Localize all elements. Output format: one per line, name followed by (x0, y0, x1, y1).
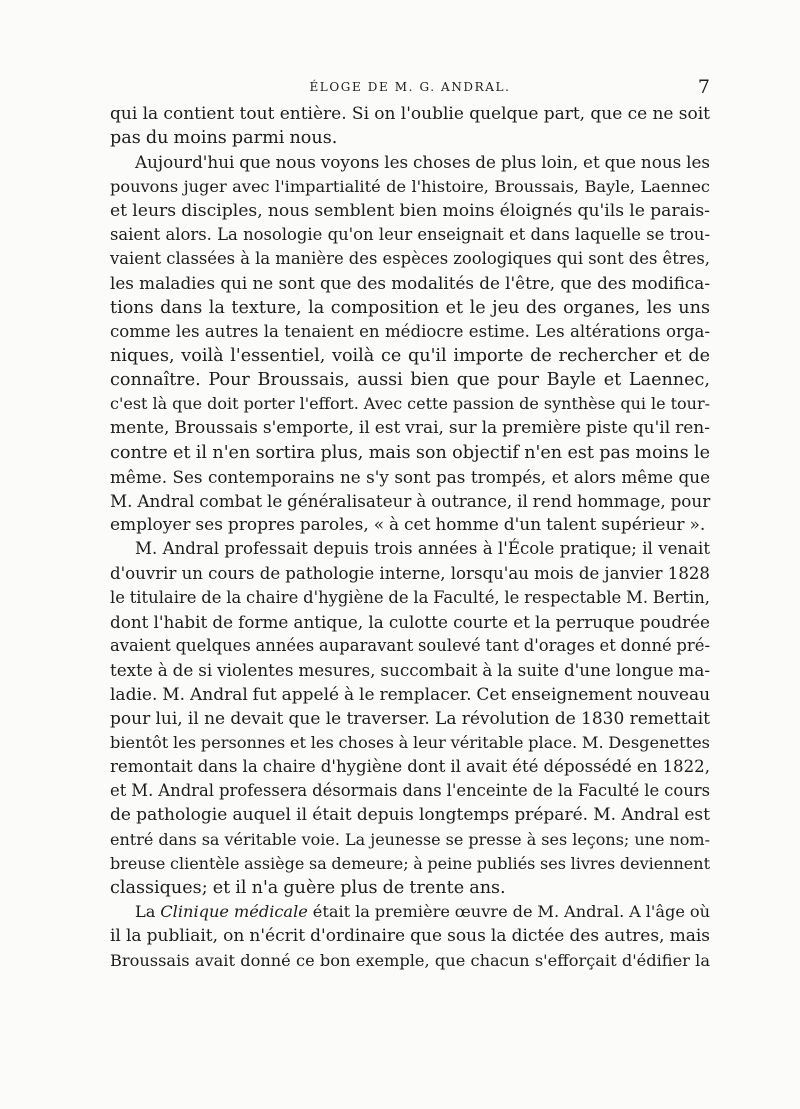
running-title: ÉLOGE DE M. G. ANDRAL. (309, 80, 511, 94)
text-line: même. Ses contemporains ne s'y sont pas trompés, et alors même que (110, 466, 710, 487)
text-line: bientôt les personnes et les choses à leur véritable place. M. Desgenettes (110, 732, 710, 752)
text-line: les maladies qui ne sont que des modalités de l'être, que des modifica- (110, 273, 710, 294)
text-line: contre et il n'en sortira plus, mais son objectif n'en est pas moins le (110, 442, 710, 463)
book-title: Clinique médicale (160, 902, 308, 922)
text-line: entré dans sa véritable voie. La jeunesse se presse à ses leçons; une nom- (110, 829, 710, 849)
text-line: Aujourd'hui que nous voyons les choses de plus loin, et que nous les (135, 152, 710, 173)
text-line: ladie. M. Andral fut appelé à le remplacer. Cet enseignement nouveau (110, 684, 711, 705)
text-line: pas du moins parmi nous. (110, 128, 338, 149)
text-line: tions dans la texture, la composition et le jeu des organes, les uns (110, 297, 710, 318)
text-line: comme les autres la tenaient en médiocre estime. Les altérations orga- (110, 321, 710, 341)
text-line: c'est là que doit porter l'effort. Avec cette passion de synthèse qui le tour- (110, 394, 710, 414)
text-line: breuse clientèle assiège sa demeure; à peine publiés ses livres deviennent (110, 853, 710, 873)
text-line: connaître. Pour Broussais, aussi bien que pour Bayle et Laennec, (110, 370, 710, 391)
text-line: et M. Andral professera désormais dans l'enceinte de la Faculté le cours (110, 781, 710, 801)
text-line: le titulaire de la chaire d'hygiène de la Faculté, le respectable M. Bertin, (110, 587, 710, 607)
text-segment: La (135, 902, 161, 922)
text-line: pour lui, il ne devait que le traverser. La révolution de 1830 remettait (110, 708, 710, 729)
text-line: mente, Broussais s'emporte, il est vrai, sur la première piste qu'il ren- (110, 418, 710, 439)
text-line: de pathologie auquel il était depuis longtemps préparé. M. Andral est (110, 805, 710, 826)
text-line: d'ouvrir un cours de pathologie interne, lorsqu'au mois de janvier 1828 (110, 563, 710, 583)
text-line: Broussais avait donné ce bon exemple, que chacun s'efforçait d'édifier la (110, 950, 710, 970)
text-line: employer ses propres paroles, « à cet homme d'un talent supérieur ». (110, 515, 706, 536)
text-line: avaient quelques années auparavant soulevé tant d'orages et donné pré- (110, 636, 710, 656)
text-line: classiques; et il n'a guère plus de trente ans. (110, 878, 506, 898)
text-line: il la publiait, on n'écrit d'ordinaire que sous la dictée des autres, mais (110, 926, 710, 947)
text-segment: était la première œuvre de M. Andral. A l'âge où (307, 902, 710, 922)
text-line: remontait dans la chaire d'hygiène dont il avait été dépossédé en 1822, (110, 757, 710, 777)
page-number: 7 (697, 76, 710, 98)
text-line: qui la contient tout entière. Si on l'oublie quelque part, que ce ne soit (110, 104, 710, 124)
running-head (110, 76, 710, 96)
text-line: et leurs disciples, nous semblent bien moins éloignés qu'ils le parais- (110, 200, 710, 221)
text-line: M. Andral combat le généralisateur à outrance, il rend hommage, pour (110, 491, 711, 511)
text-line: dont l'habit de forme antique, la culotte courte et la perruque poudrée (110, 611, 710, 632)
text-line (110, 900, 710, 924)
text-line: saient alors. La nosologie qu'on leur enseignait et dans laquelle se trou- (110, 224, 710, 244)
text-line: niques, voilà l'essentiel, voilà ce qu'il importe de rechercher et de (110, 345, 710, 366)
text-line: vaient classées à la manière des espèces zoologiques qui sont des êtres, (110, 249, 710, 269)
text-line: texte à de si violentes mesures, succombait à la suite d'une longue ma- (110, 660, 710, 681)
text-line: M. Andral professait depuis trois années à l'École pratique; il venait (135, 539, 710, 559)
text-line: pouvons juger avec l'impartialité de l'histoire, Broussais, Bayle, Laennec (110, 176, 710, 196)
body-text (110, 102, 710, 973)
